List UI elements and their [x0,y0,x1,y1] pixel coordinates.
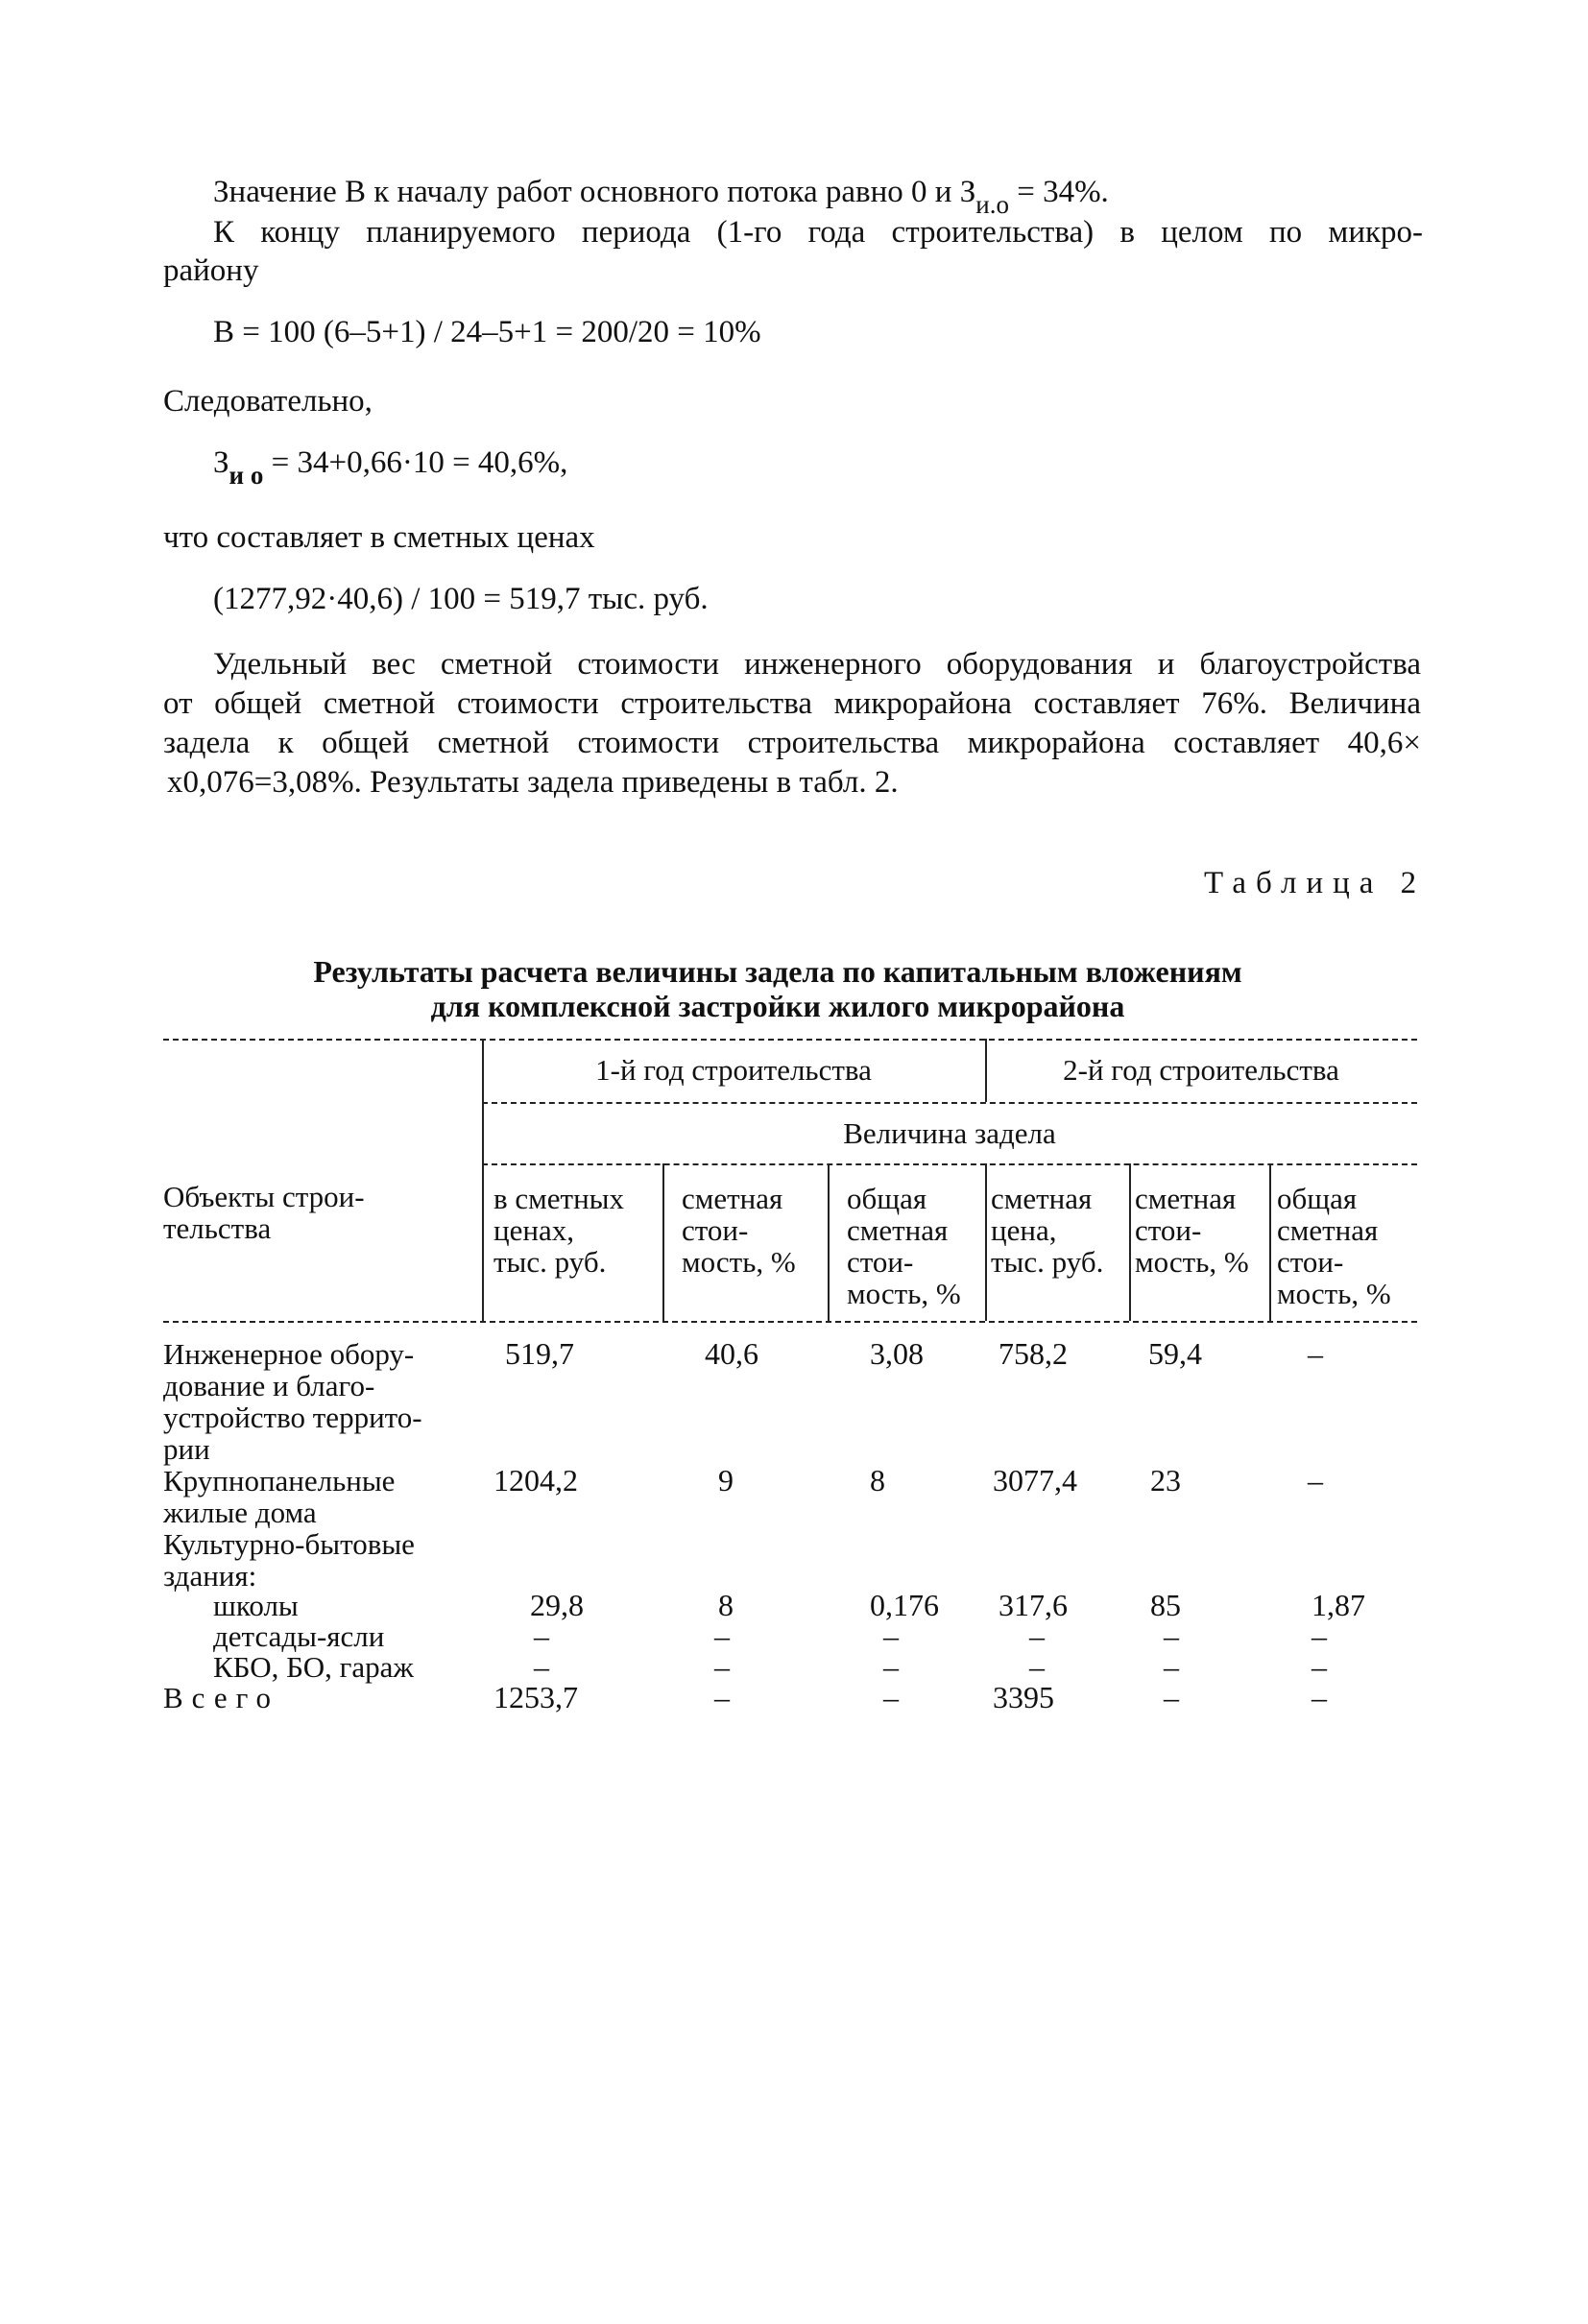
table-cell: 3395 [993,1680,1054,1714]
formula-b: В = 100 (6–5+1) / 24–5+1 = 200/20 = 10% [213,315,761,349]
subheader-col-4: сметная цена, тыс. руб. [991,1182,1104,1279]
table-header-bottom-rule [163,1321,1417,1323]
table-cell: – [1308,1336,1323,1371]
table-cell: 8 [870,1463,885,1497]
table-cell: – [883,1680,899,1714]
text-in-prices: что составляет в сметных ценах [163,520,595,555]
header-backlog: Величина задела [843,1116,1056,1150]
table-cell: 40,6 [705,1336,758,1371]
row-label-kbo: КБО, БО, гараж [213,1650,414,1684]
table-cell: – [1164,1618,1179,1653]
subheader-col-2: сметная стои- мость, % [682,1182,796,1279]
para-line-2: от общей сметной стоимости строительства микрорайона составляет 76%. Величина [163,686,1421,721]
row-label-total: Всего [163,1681,280,1714]
table-cell: 1253,7 [493,1680,578,1714]
table-cell: – [1311,1618,1327,1653]
formula-z [213,443,568,490]
table-cell: – [1029,1618,1045,1653]
line1-post: = 34%. [1008,175,1109,209]
para-line-1: Удельный вес сметной стоимости инженерного оборудования и благоустройства [213,647,1421,682]
table-cell: – [534,1618,549,1653]
table-title-line-1: Результаты расчета величины задела по капитальным вложениям [313,954,1242,989]
table-cell: 3,08 [870,1336,924,1371]
col-divider-2 [828,1163,830,1321]
col-divider-4 [1129,1163,1131,1321]
row-label-panel-houses: Крупнопанельные жилые дома [163,1464,396,1529]
year-rule [482,1102,1417,1104]
table-cell: – [714,1649,730,1684]
formula-z-main: З [213,445,229,480]
line1-pre: Значение В к началу работ основного потока равно 0 и З [213,175,976,209]
table-cell: – [534,1649,549,1684]
table-cell: – [1311,1649,1327,1684]
subheader-col-6: общая сметная стои- мость, % [1277,1182,1391,1310]
row-label-cultural: Культурно-бытовые здания: [163,1527,415,1593]
subheader-col-1: в сметных ценах, тыс. руб. [493,1182,624,1279]
row-label-schools: школы [213,1589,299,1622]
table-cell: – [883,1649,899,1684]
table-cell: 59,4 [1148,1336,1202,1371]
col-divider-1 [662,1163,664,1321]
table-title-line-2: для комплексной застройки жилого микрорайона [430,989,1125,1023]
table-top-rule [163,1039,1417,1041]
table-cell: 9 [718,1463,734,1497]
row-label-engineering: Инженерное обору- дование и благо- устройство террито- рии [163,1337,422,1466]
table-cell: 317,6 [999,1588,1068,1622]
text-line-2b: району [163,253,259,288]
text-therefore: Следовательно, [163,384,373,419]
line1-sub: и.о [975,190,1009,219]
text-line-1 [213,173,1109,219]
text-line-2a: К концу планируемого периода (1-го года строительства) в целом по микро- [213,215,1423,250]
table-cell: 1,87 [1311,1588,1365,1622]
table-cell: 23 [1150,1463,1181,1497]
header-year-1: 1-й год строительства [595,1053,872,1087]
table-cell: – [714,1680,730,1714]
table-cell: 3077,4 [993,1463,1077,1497]
para-line-3: задела к общей сметной стоимости строительства микрорайона составляет 40,6× [163,726,1421,760]
table-cell: 29,8 [530,1588,584,1622]
header-objects: Объекты строи- тельства [163,1180,365,1245]
table-cell: 8 [718,1588,734,1622]
header-year-2: 2-й год строительства [1063,1053,1339,1087]
table-cell: – [1308,1463,1323,1497]
table-cell: – [1029,1649,1045,1684]
row-label-kindergartens: детсады-ясли [213,1619,385,1653]
table-caption: Таблица 2 [1204,866,1427,900]
formula-cost: (1277,92·40,6) / 100 = 519,7 тыс. руб. [213,582,709,616]
table-cell: – [714,1618,730,1653]
para-line-4: х0,076=3,08%. Результаты задела приведены в табл. 2. [167,765,899,800]
table-cell: – [1164,1680,1179,1714]
col-divider-3 [985,1163,987,1321]
table-cell: 519,7 [505,1336,574,1371]
table-cell: – [883,1618,899,1653]
table-cell: 0,176 [870,1588,939,1622]
table-cell: 85 [1150,1588,1181,1622]
formula-z-rest: = 34+0,66·10 = 40,6%, [263,445,568,480]
subheader-col-3: общая сметная стои- мость, % [847,1182,961,1310]
subheader-col-5: сметная стои- мость, % [1135,1182,1249,1279]
table-cell: 1204,2 [493,1463,578,1497]
col-divider-5 [1269,1163,1271,1321]
formula-z-sub: и о [229,461,264,490]
table-cell: – [1164,1649,1179,1684]
table-cell: – [1311,1680,1327,1714]
table-cell: 758,2 [999,1336,1068,1371]
backlog-rule [482,1163,1417,1165]
